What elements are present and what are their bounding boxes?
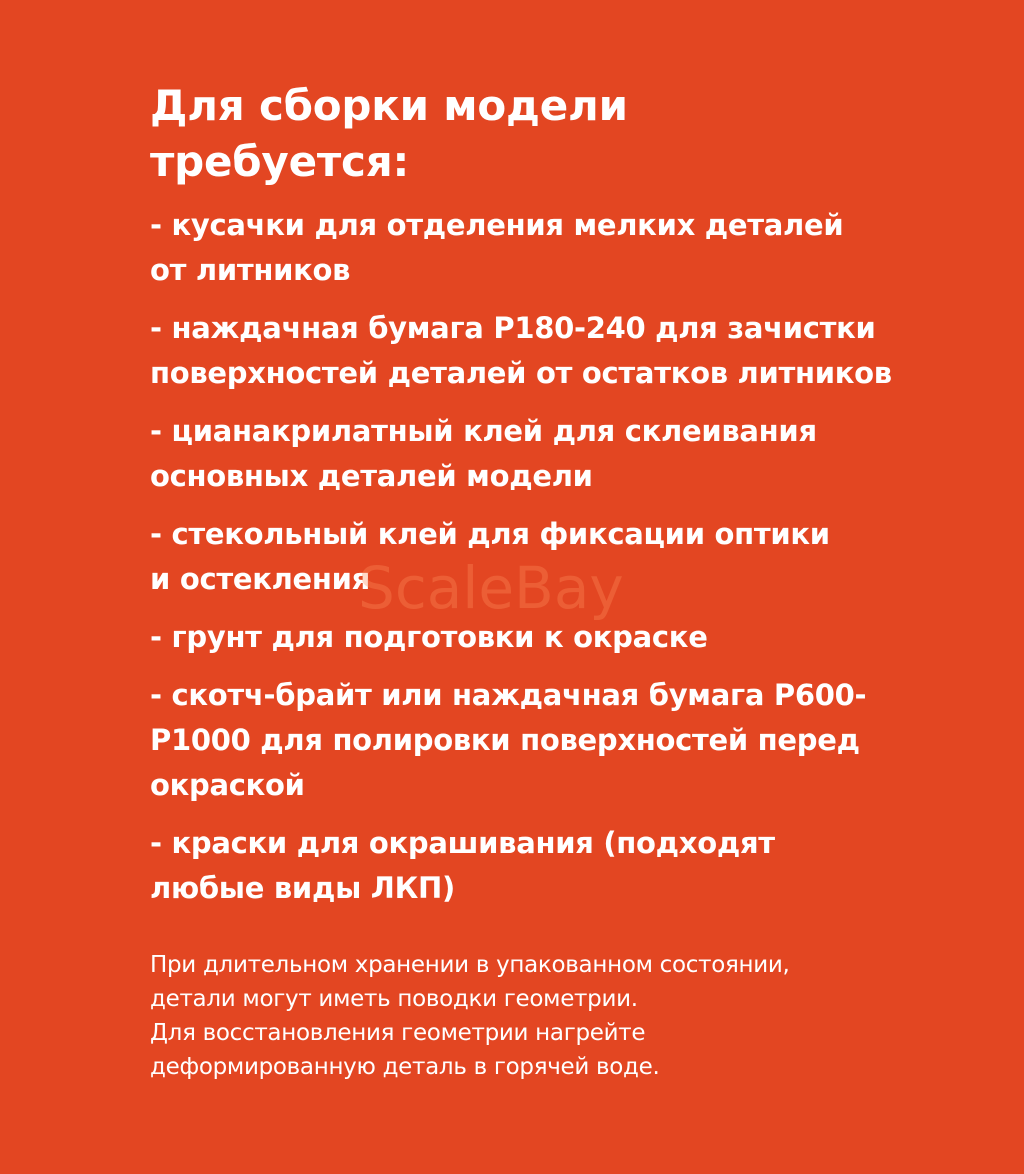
tool-item-paints: - краски для окрашивания (подходят любые виды ЛКП) [150,826,775,905]
tool-item-primer: - грунт для подготовки к окраске [150,620,708,654]
tools-list [150,203,930,924]
page-title: Для сборки модели требуется: [150,81,628,186]
tool-item-sandpaper-p180-240: - наждачная бумага Р180-240 для зачистки поверхностей деталей от остатков литников [150,311,892,390]
tool-item-scotch-brite-sandpaper: - скотч-брайт или наждачная бумага Р600- Р1000 для полировки поверхностей перед окраской [150,678,867,802]
tool-item-cyanoacrylate-glue: - цианакрилатный клей для склеивания основных деталей модели [150,414,817,493]
scalebay-watermark: ScaleBay [358,554,624,622]
tool-item-glass-glue: - стекольный клей для фиксации оптики и остекления [150,517,830,596]
storage-note: При длительном хранении в упакованном состоянии, детали могут иметь поводки геометрии. Для восстановления геометрии нагрейте деформированную деталь в горячей воде. [150,952,790,1080]
tool-item-side-cutters: - кусачки для отделения мелких деталей от литников [150,208,844,287]
